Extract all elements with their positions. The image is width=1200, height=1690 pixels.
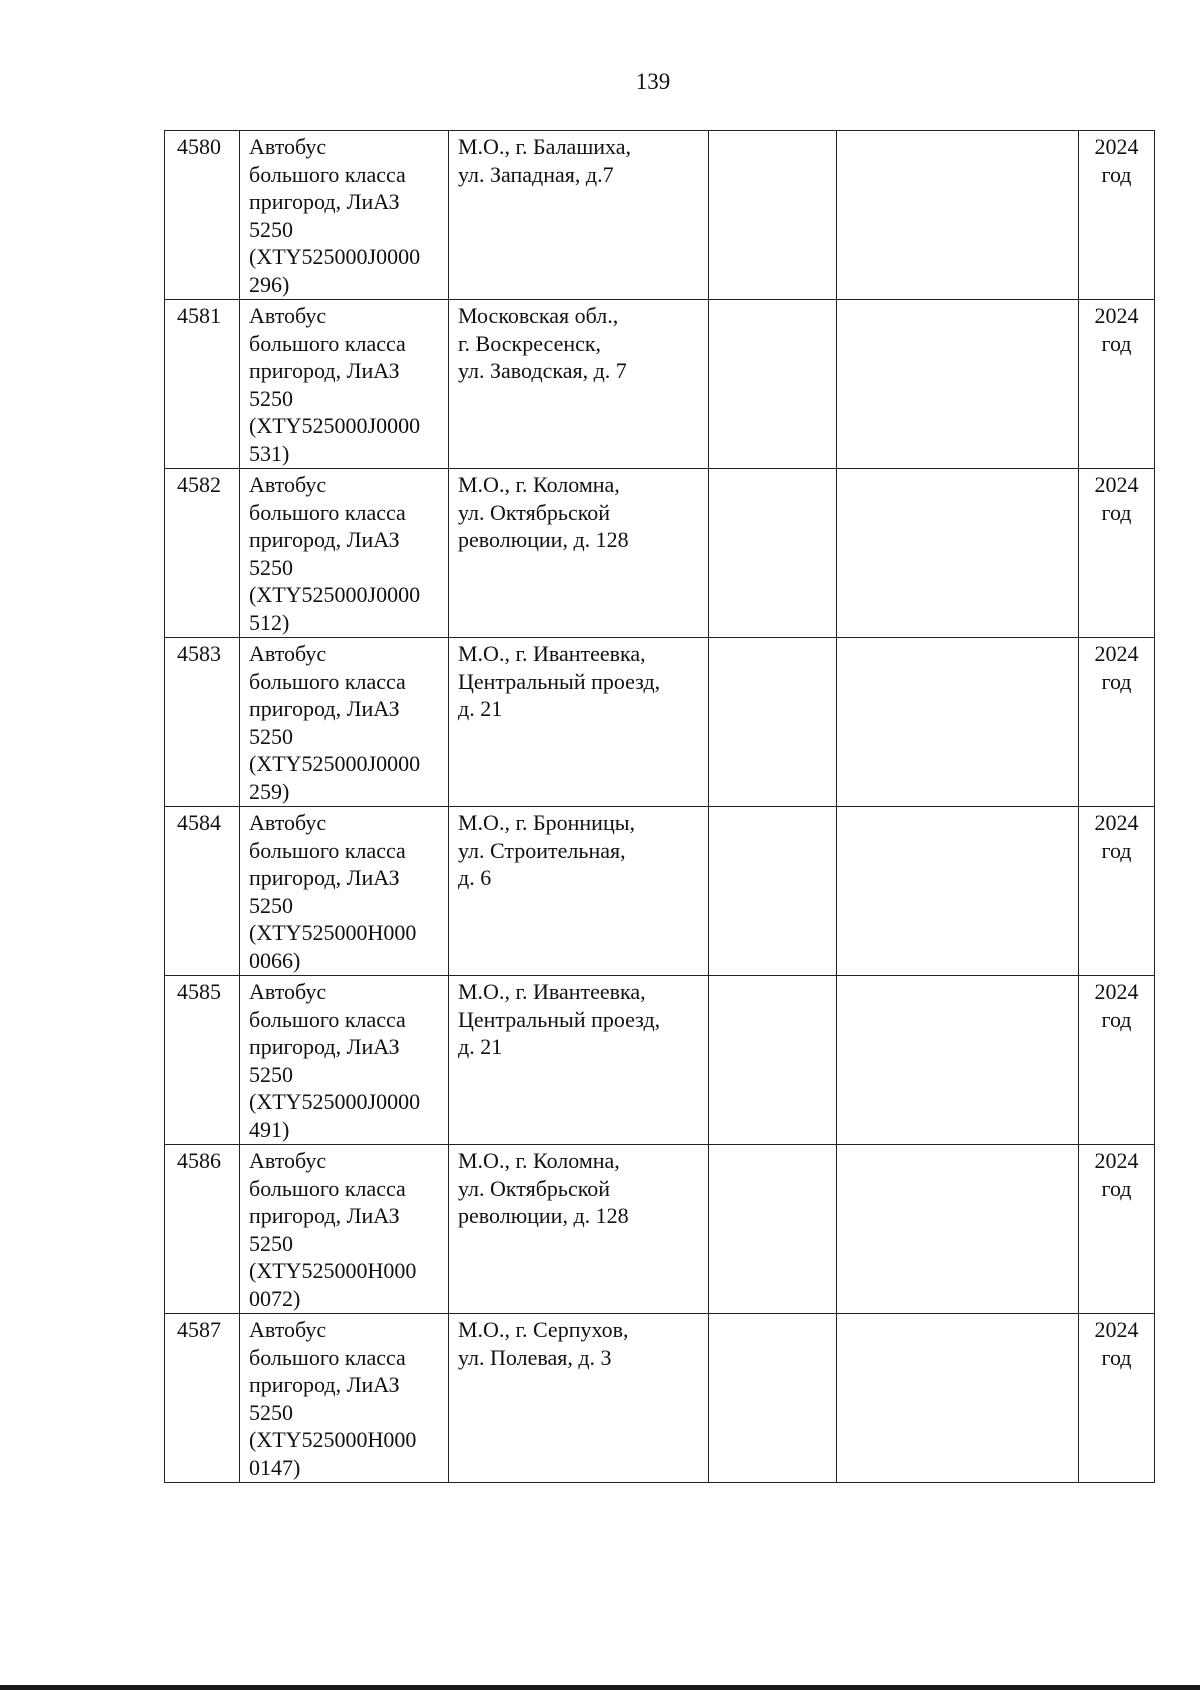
cell-address: М.О., г. Бронницы, ул. Строительная, д. 6 (449, 807, 709, 976)
cell-address: М.О., г. Балашиха, ул. Западная, д.7 (449, 131, 709, 300)
cell-empty (709, 131, 837, 300)
table-row (165, 469, 1155, 638)
cell-address: Московская обл., г. Воскресенск, ул. Заводская, д. 7 (449, 300, 709, 469)
cell-year: 2024 год (1079, 469, 1155, 638)
cell-year: 2024 год (1079, 807, 1155, 976)
cell-empty (709, 1314, 837, 1483)
table-row (165, 300, 1155, 469)
page-number: 139 (635, 69, 671, 94)
table-row (165, 638, 1155, 807)
cell-vehicle-name: Автобус большого класса пригород, ЛиАЗ 5250 (XTY525000J0000 259) (240, 638, 449, 807)
vehicle-table (164, 130, 1155, 1483)
table-row (165, 976, 1155, 1145)
cell-number: 4586 (165, 1145, 240, 1314)
cell-vehicle-name: Автобус большого класса пригород, ЛиАЗ 5250 (XTY525000J0000 296) (240, 131, 449, 300)
cell-number: 4580 (165, 131, 240, 300)
cell-empty (709, 469, 837, 638)
cell-address: М.О., г. Ивантеевка, Центральный проезд, д. 21 (449, 976, 709, 1145)
scan-bottom-edge (0, 1685, 1200, 1690)
cell-year: 2024 год (1079, 1145, 1155, 1314)
cell-year: 2024 год (1079, 976, 1155, 1145)
cell-year: 2024 год (1079, 131, 1155, 300)
cell-number: 4585 (165, 976, 240, 1145)
cell-empty (709, 807, 837, 976)
cell-vehicle-name: Автобус большого класса пригород, ЛиАЗ 5250 (XTY525000H000 0072) (240, 1145, 449, 1314)
cell-empty (837, 469, 1079, 638)
cell-vehicle-name: Автобус большого класса пригород, ЛиАЗ 5250 (XTY525000H000 0066) (240, 807, 449, 976)
cell-year: 2024 год (1079, 638, 1155, 807)
cell-year: 2024 год (1079, 1314, 1155, 1483)
table-row (165, 131, 1155, 300)
table-row (165, 807, 1155, 976)
cell-empty (837, 131, 1079, 300)
cell-empty (709, 976, 837, 1145)
cell-empty (837, 1314, 1079, 1483)
table-row (165, 1314, 1155, 1483)
cell-empty (709, 300, 837, 469)
cell-vehicle-name: Автобус большого класса пригород, ЛиАЗ 5250 (XTY525000J0000 531) (240, 300, 449, 469)
cell-address: М.О., г. Коломна, ул. Октябрьской революции, д. 128 (449, 469, 709, 638)
cell-empty (837, 807, 1079, 976)
cell-number: 4587 (165, 1314, 240, 1483)
cell-empty (837, 300, 1079, 469)
cell-empty (709, 1145, 837, 1314)
cell-empty (709, 638, 837, 807)
cell-year: 2024 год (1079, 300, 1155, 469)
cell-number: 4584 (165, 807, 240, 976)
table-row (165, 1145, 1155, 1314)
cell-empty (837, 638, 1079, 807)
cell-vehicle-name: Автобус большого класса пригород, ЛиАЗ 5250 (XTY525000H000 0147) (240, 1314, 449, 1483)
cell-number: 4583 (165, 638, 240, 807)
cell-number: 4581 (165, 300, 240, 469)
table-body (165, 131, 1155, 1483)
cell-empty (837, 976, 1079, 1145)
cell-address: М.О., г. Коломна, ул. Октябрьской революции, д. 128 (449, 1145, 709, 1314)
cell-address: М.О., г. Серпухов, ул. Полевая, д. 3 (449, 1314, 709, 1483)
cell-empty (837, 1145, 1079, 1314)
cell-address: М.О., г. Ивантеевка, Центральный проезд, д. 21 (449, 638, 709, 807)
cell-vehicle-name: Автобус большого класса пригород, ЛиАЗ 5250 (XTY525000J0000 491) (240, 976, 449, 1145)
cell-number: 4582 (165, 469, 240, 638)
cell-vehicle-name: Автобус большого класса пригород, ЛиАЗ 5250 (XTY525000J0000 512) (240, 469, 449, 638)
